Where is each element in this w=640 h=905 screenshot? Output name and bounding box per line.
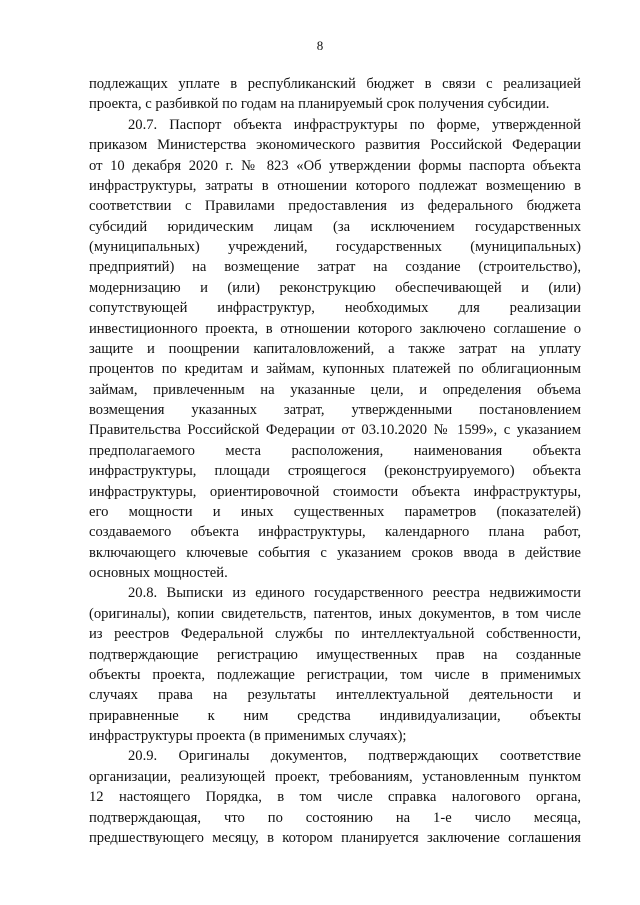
text-line: инфраструктуры, ориентировочной стоимости объекта инфраструктуры, bbox=[89, 483, 581, 500]
text-line: (муниципальных) учреждений, государственных (муниципальных) bbox=[89, 239, 581, 255]
text-line: проекта, с разбивкой по годам на планируемый срок получения субсидии. bbox=[89, 96, 550, 113]
text-line: из реестров Федеральной службы по интеллектуальной собственности, bbox=[89, 626, 581, 643]
paragraph-20-8 bbox=[89, 583, 581, 746]
paragraph-20-9 bbox=[89, 746, 581, 848]
document-body bbox=[89, 74, 581, 848]
text-line: случаях права на результаты интеллектуальной деятельности и bbox=[89, 687, 581, 704]
text-line: инфраструктуры, затраты в отношении которого подлежат возмещению в bbox=[89, 177, 581, 194]
text-line: (оригиналы), копии свидетельств, патентов, иных документов, в том числе bbox=[89, 605, 581, 622]
text-line: предшествующего месяцу, в котором планируется заключение соглашения bbox=[89, 829, 581, 846]
text-line: инфраструктуры, площади строящегося (реконструируемого) объекта bbox=[89, 463, 581, 480]
text-line: возмещения указанных затрат, утвержденными постановлением bbox=[89, 402, 581, 418]
text-line: включающего ключевые события с указанием сроков ввода в действие bbox=[89, 544, 581, 561]
text-line: защите и поощрении капиталовложений, а также затрат на уплату bbox=[89, 340, 581, 357]
text-line: 12 настоящего Порядка, в том числе справка налогового органа, bbox=[89, 789, 581, 806]
text-line: 20.8. Выписки из единого государственного реестра недвижимости bbox=[128, 585, 581, 602]
text-line: займам, привлеченным на указанные цели, и определения объема bbox=[89, 381, 581, 398]
text-line: приравненные к ним средства индивидуализации, объекты bbox=[89, 707, 581, 724]
text-line: основных мощностей. bbox=[89, 565, 228, 581]
text-line: приказом Министерства экономического развития Российской Федерации bbox=[89, 137, 581, 154]
text-line: сопутствующей инфраструктур, необходимых для реализации bbox=[89, 300, 581, 317]
text-line: предприятий) на возмещение затрат на создание (строительство), bbox=[89, 259, 581, 276]
text-line: его мощности и иных существенных параметров (показателей) bbox=[89, 503, 581, 520]
text-line: соответствии с Правилами предоставления из федерального бюджета bbox=[89, 198, 581, 215]
text-line: процентов по кредитам и займам, купонных платежей по облигационным bbox=[89, 361, 581, 378]
text-line: организации, реализующей проект, требованиям, установленным пунктом bbox=[89, 768, 581, 785]
text-line: подлежащих уплате в республиканский бюджет в связи с реализацией bbox=[89, 76, 581, 92]
text-line: инфраструктуры проекта (в применимых случаях); bbox=[89, 728, 407, 744]
text-line: подтверждающие регистрацию имущественных прав на созданные bbox=[89, 646, 581, 663]
text-line: Правительства Российской Федерации от 03.10.2020 № 1599», с указанием bbox=[89, 422, 581, 439]
paragraph-20-7 bbox=[89, 115, 581, 584]
text-line: создаваемого объекта инфраструктуры, календарного плана работ, bbox=[89, 524, 581, 541]
text-line: объекты проекта, подлежащие регистрации, том числе в применимых bbox=[89, 666, 581, 683]
text-line: от 10 декабря 2020 г. № 823 «Об утверждении формы паспорта объекта bbox=[89, 157, 581, 174]
text-line: 20.7. Паспорт объекта инфраструктуры по форме, утвержденной bbox=[128, 116, 581, 133]
paragraph-continuation bbox=[89, 74, 581, 115]
text-line: субсидий юридическим лицам (за исключением государственных bbox=[89, 218, 581, 235]
text-line: подтверждающая, что по состоянию на 1-е число месяца, bbox=[89, 809, 581, 826]
text-line: предполагаемого места расположения, наименования объекта bbox=[89, 442, 581, 459]
text-line: модернизацию и (или) реконструкцию обеспечивающей и (или) bbox=[89, 279, 581, 296]
page-number: 8 bbox=[316, 38, 324, 53]
text-line: 20.9. Оригиналы документов, подтверждающих соответствие bbox=[128, 748, 581, 765]
text-line: инвестиционного проекта, в отношении которого заключено соглашение о bbox=[89, 320, 581, 337]
